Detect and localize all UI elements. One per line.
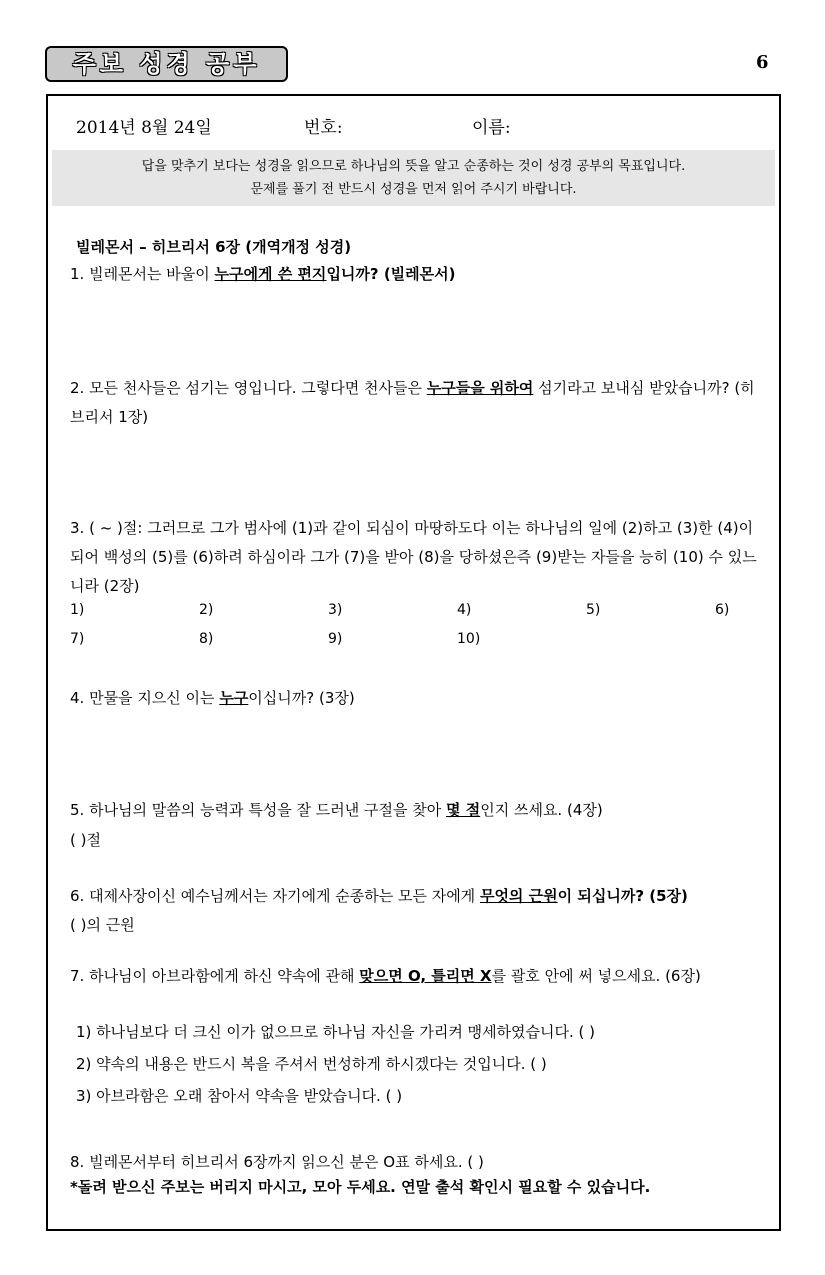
question-8: 8. 빌레몬서부터 히브리서 6장까지 읽으신 분은 O표 하세요. ( ) [70,1153,484,1171]
q3-blanks-row-2 [70,631,760,651]
q2-text-b: 섬기라고 보내심 받았습니까? (히브리서 1장) [70,379,755,426]
notice-line-1: 답을 맞추기 보다는 성경을 읽으므로 하나님의 뜻을 알고 순종하는 것이 성경 공부의 목표입니다. [141,159,686,174]
blank-9: 9) [328,631,343,647]
q1-text-a: 1. 빌레몬서는 바울이 [70,265,215,283]
q4-underlined: 누구 [219,689,249,707]
page-number: 6 [756,52,769,73]
q7-text-b: 를 괄호 안에 써 넣으세요. (6장) [491,967,701,985]
question-1 [70,260,760,289]
section-title: 빌레몬서 – 히브리서 6장 (개역개정 성경) [76,238,352,256]
blank-3: 3) [328,602,343,618]
q5-underlined: 몇 절 [446,801,481,819]
q7-item-2: 2) 약속의 내용은 반드시 복을 주셔서 번성하게 하시겠다는 것입니다. ( ) [76,1055,547,1073]
blank-2: 2) [199,602,214,618]
page-title: 주보 성경 공부 [72,50,261,78]
q2-text-a: 2. 모든 천사들은 섬기는 영입니다. 그렇다면 천사들은 [70,379,427,397]
q2-underlined: 누구들을 위하여 [426,379,534,397]
q7-item-1: 1) 하나님보다 더 크신 이가 없으므로 하나님 자신을 가리켜 맹세하였습니다. ( ) [76,1023,596,1041]
q6-underlined: 무엇의 근원 [479,887,558,905]
q4-text-a: 4. 만물을 지으신 이는 [70,689,220,707]
name-label: 이름: [472,118,511,138]
question-3: 3. ( ~ )절: 그러므로 그가 범사에 (1)과 같이 되심이 마땅하도다 이는 하나님의 일에 (2)하고 (3)한 (4)이 되어 백성의 (5)를 (6)하려 하심이라 그가 (7)을 받아 (8)을 당하셨은즉 (9)받는 자들을 능히 (10) 수 있느니라 (2장) [70,519,757,595]
question-7 [70,962,760,991]
q7-item-3: 3) 아브라함은 오래 참아서 약속을 받았습니다. ( ) [76,1087,403,1105]
blank-6: 6) [715,602,730,618]
q5-text-a: 5. 하나님의 말씀의 능력과 특성을 잘 드러낸 구절을 찾아 [70,801,447,819]
blank-5: 5) [586,602,601,618]
q6-text-a: 6. 대제사장이신 예수님께서는 자기에게 순종하는 모든 자에게 [70,887,480,905]
question-6 [70,882,760,911]
blank-4: 4) [457,602,472,618]
blank-7: 7) [70,631,85,647]
question-5 [70,796,760,825]
q7-text-a: 7. 하나님이 아브라함에게 하신 약속에 관해 [70,967,360,985]
worksheet-frame [46,94,781,1231]
q7-underlined: 맞으면 O, 틀리면 X [359,967,492,985]
blank-10: 10) [457,631,481,647]
q5-answer: ( )절 [70,831,101,849]
q4-text-b: 이십니까? (3장) [248,689,355,707]
q1-text-b: 입니까? (빌레몬서) [326,265,456,283]
q6-answer: ( )의 근원 [70,916,135,934]
question-2 [70,374,760,432]
notice-box [52,150,775,206]
header-title-box [45,46,288,82]
q1-underlined: 누구에게 쓴 편지 [214,265,327,283]
q6-text-b: 이 되십니까? (5장) [557,887,688,905]
number-label: 번호: [304,118,343,138]
notice-line-2: 문제를 풀기 전 반드시 성경을 먼저 읽어 주시기 바랍니다. [250,182,577,197]
footer-note: *돌려 받으신 주보는 버리지 마시고, 모아 두세요. 연말 출석 확인시 필요할 수 있습니다. [70,1178,651,1196]
question-4 [70,684,760,713]
blank-8: 8) [199,631,214,647]
blank-1: 1) [70,602,85,618]
date-text: 2014년 8월 24일 [76,118,212,138]
q3-blanks-row-1 [70,602,760,622]
q5-text-b: 인지 쓰세요. (4장) [480,801,603,819]
